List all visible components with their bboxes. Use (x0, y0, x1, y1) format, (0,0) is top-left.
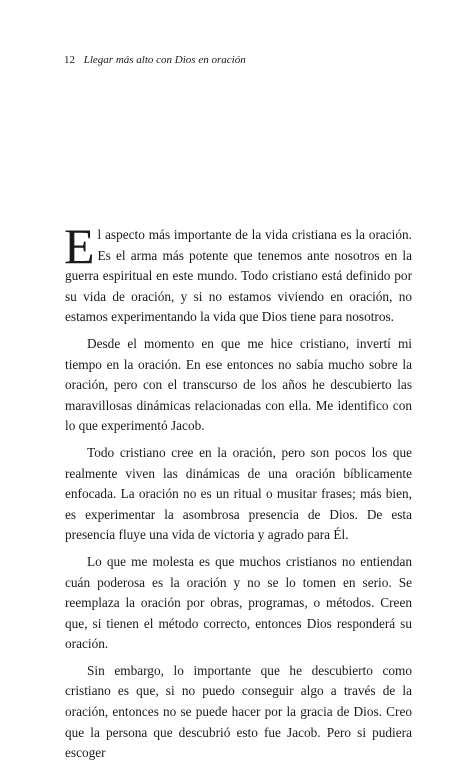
body-text (64, 218, 412, 770)
paragraph-5: Sin embargo, lo importante que he descubierto como cristiano es que, si no puedo conseguir algo a través de la oración, entonces no se puede hacer por la gracia de Dios. Creo que la persona que descubrió esto fue Jacob. Pero si pudiera escoger (65, 662, 412, 761)
paragraph-2: Desde el momento en que me hice cristiano, invertí mi tiempo en la oración. En ese entonces no sabía mucho sobre la oración, pero con el transcurso de los años he descubierto las maravillosas dinámicas relacionadas con ella. Me identifico con lo que experimentó Jacob. (65, 335, 412, 434)
book-title: Llegar más alto con Dios en oración (83, 54, 246, 66)
paragraph-3: Todo cristiano cree en la oración, pero son pocos los que realmente viven las dinámicas de una oración bíblicamente enfocada. La oración no es un ritual o musitar frases; más bien, es experimentar la asombrosa presencia de Dios. De esta presencia fluye una vida de victoria y agrado para Él. (65, 444, 412, 543)
drop-cap: E (64, 218, 95, 274)
running-head (64, 53, 246, 67)
page-number: 12 (64, 54, 75, 66)
paragraph-1 (64, 218, 412, 328)
paragraph-1-text: l aspecto más importante de la vida cristiana es la oración. Es el arma más potente que tenemos ante nosotros en la guerra espiritual en este mundo. Todo cristiano está definido por su vida de oración, y si no estamos viviendo en oración, no estamos experimentando la vida que Dios tiene para nosotros. (65, 227, 412, 325)
paragraph-4: Lo que me molesta es que muchos cristianos no entiendan cuán poderosa es la oración y no se lo tomen en serio. Se reemplaza la oración por obras, programas, o métodos. Creen que, si tienen el método correcto, entonces Dios responderá su oración. (65, 553, 412, 652)
